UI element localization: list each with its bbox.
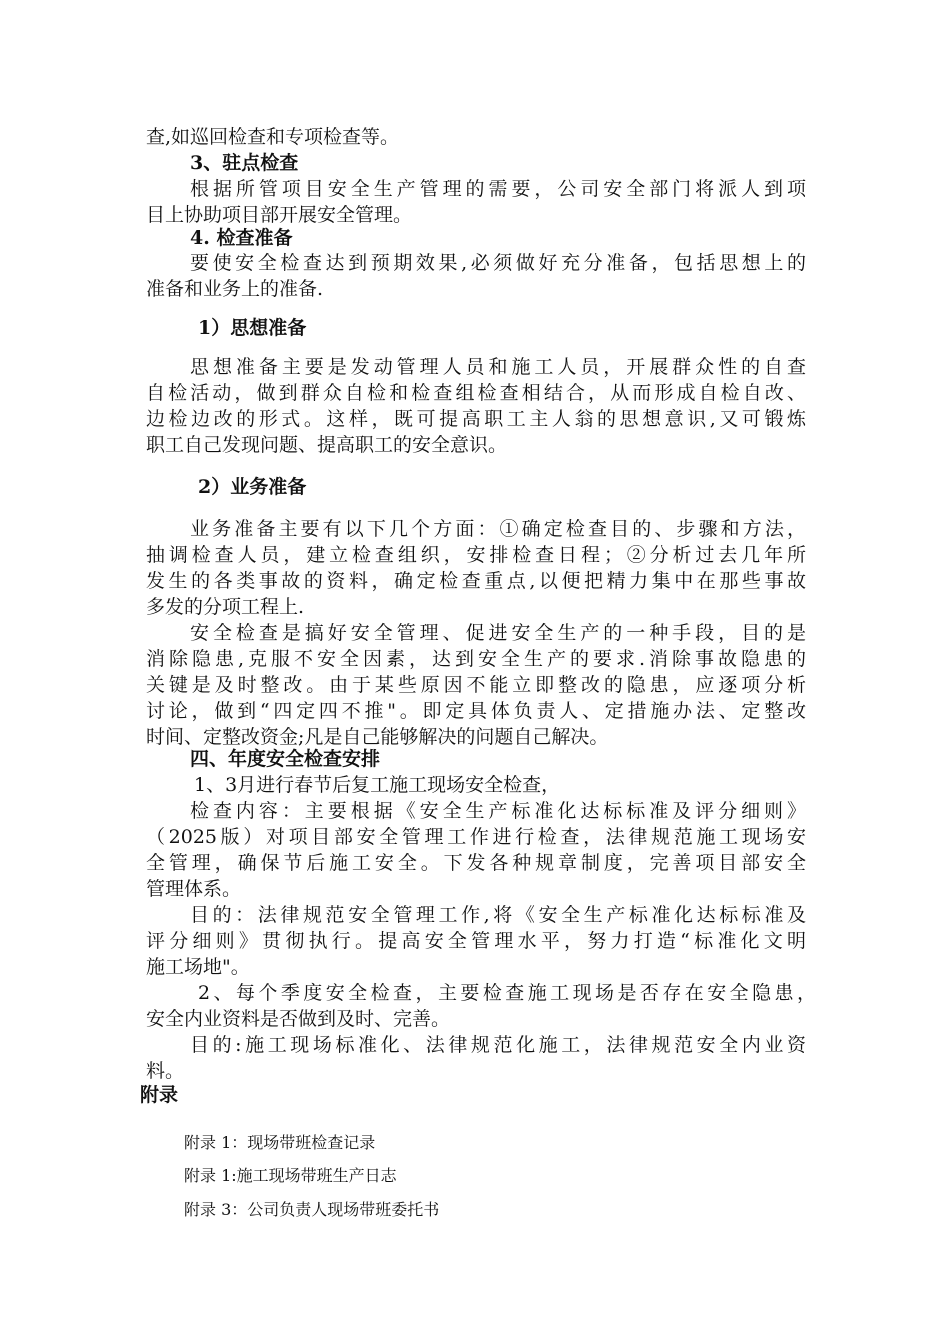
paragraph-line: 多发的分项工程上. [146, 596, 305, 618]
paragraph-line: 抽调检查人员，建立检查组织，安排检查日程；②分析过去几年所 [146, 544, 806, 566]
section-heading: 4. 检查准备 [190, 227, 293, 249]
paragraph-line: 业务准备主要有以下几个方面：①确定检查目的、步骤和方法， [190, 518, 806, 540]
paragraph-line: 查,如巡回检查和专项检查等。 [146, 126, 400, 148]
paragraph-line: 准备和业务上的准备. [146, 278, 324, 300]
paragraph-line: 思想准备主要是发动管理人员和施工人员，开展群众性的自查 [190, 356, 806, 378]
subsection-heading: 1）思想准备 [198, 317, 307, 339]
paragraph-line: 施工场地"。 [146, 956, 250, 978]
paragraph-line: 目的：法律规范安全管理工作,将《安全生产标准化达标标准及 [190, 904, 806, 926]
paragraph-line: 边检边改的形式。这样，既可提高职工主人翁的思想意识,又可锻炼 [146, 408, 806, 430]
paragraph-line: 评分细则》贯彻执行。提高安全管理水平，努力打造“标准化文明 [146, 930, 806, 952]
paragraph-line: 时间、定整改资金;凡是自己能够解决的问题自己解决。 [146, 726, 609, 748]
paragraph-line: 要使安全检查达到预期效果,必须做好充分准备，包括思想上的 [190, 252, 806, 274]
appendix-item: 附录 1：现场带班检查记录 [184, 1133, 376, 1152]
paragraph-line: 检查内容：主要根据《安全生产标准化达标标准及评分细则》 [190, 800, 806, 822]
paragraph-line: 料。 [146, 1060, 185, 1082]
paragraph-line: 目上协助项目部开展安全管理。 [146, 204, 413, 226]
list-item: 1、3月进行春节后复工施工现场安全检查， [194, 774, 561, 796]
paragraph-line: 消除隐患,克服不安全因素，达到安全生产的要求.消除事故隐患的 [146, 648, 806, 670]
paragraph-line: 关键是及时整改。由于某些原因不能立即整改的隐患，应逐项分析 [146, 674, 806, 696]
paragraph-line: 发生的各类事故的资料，确定检查重点,以便把精力集中在那些事故 [146, 570, 806, 592]
paragraph-line: 职工自己发现问题、提高职工的安全意识。 [146, 434, 508, 456]
paragraph-line: 安全内业资料是否做到及时、完善。 [146, 1008, 451, 1030]
paragraph-line: 讨论，做到“四定四不推"。即定具体负责人、定措施办法、定整改 [146, 700, 806, 722]
paragraph-line: 管理体系。 [146, 878, 242, 900]
section-heading: 四、年度安全检查安排 [190, 748, 381, 770]
appendix-item: 附录 1:施工现场带班生产日志 [184, 1166, 397, 1185]
paragraph-line: 全管理，确保节后施工安全。下发各种规章制度，完善项目部安全 [146, 852, 806, 874]
appendix-item: 附录 3：公司负责人现场带班委托书 [184, 1200, 440, 1219]
appendix-heading: 附录 [140, 1084, 179, 1106]
section-heading: 3、驻点检查 [190, 152, 299, 174]
subsection-heading: 2）业务准备 [198, 476, 307, 498]
paragraph-line: 自检活动，做到群众自检和检查组检查相结合，从而形成自检自改、 [146, 382, 806, 404]
paragraph-line: 安全检查是搞好安全管理、促进安全生产的一种手段，目的是 [190, 622, 806, 644]
paragraph-line: （2025版）对项目部安全管理工作进行检查，法律规范施工现场安 [146, 826, 806, 848]
list-item: 2、每个季度安全检查，主要检查施工现场是否存在安全隐患， [198, 982, 816, 1004]
paragraph-line: 目的:施工现场标准化、法律规范化施工，法律规范安全内业资 [190, 1034, 806, 1056]
paragraph-line: 根据所管项目安全生产管理的需要，公司安全部门将派人到项 [190, 178, 806, 200]
